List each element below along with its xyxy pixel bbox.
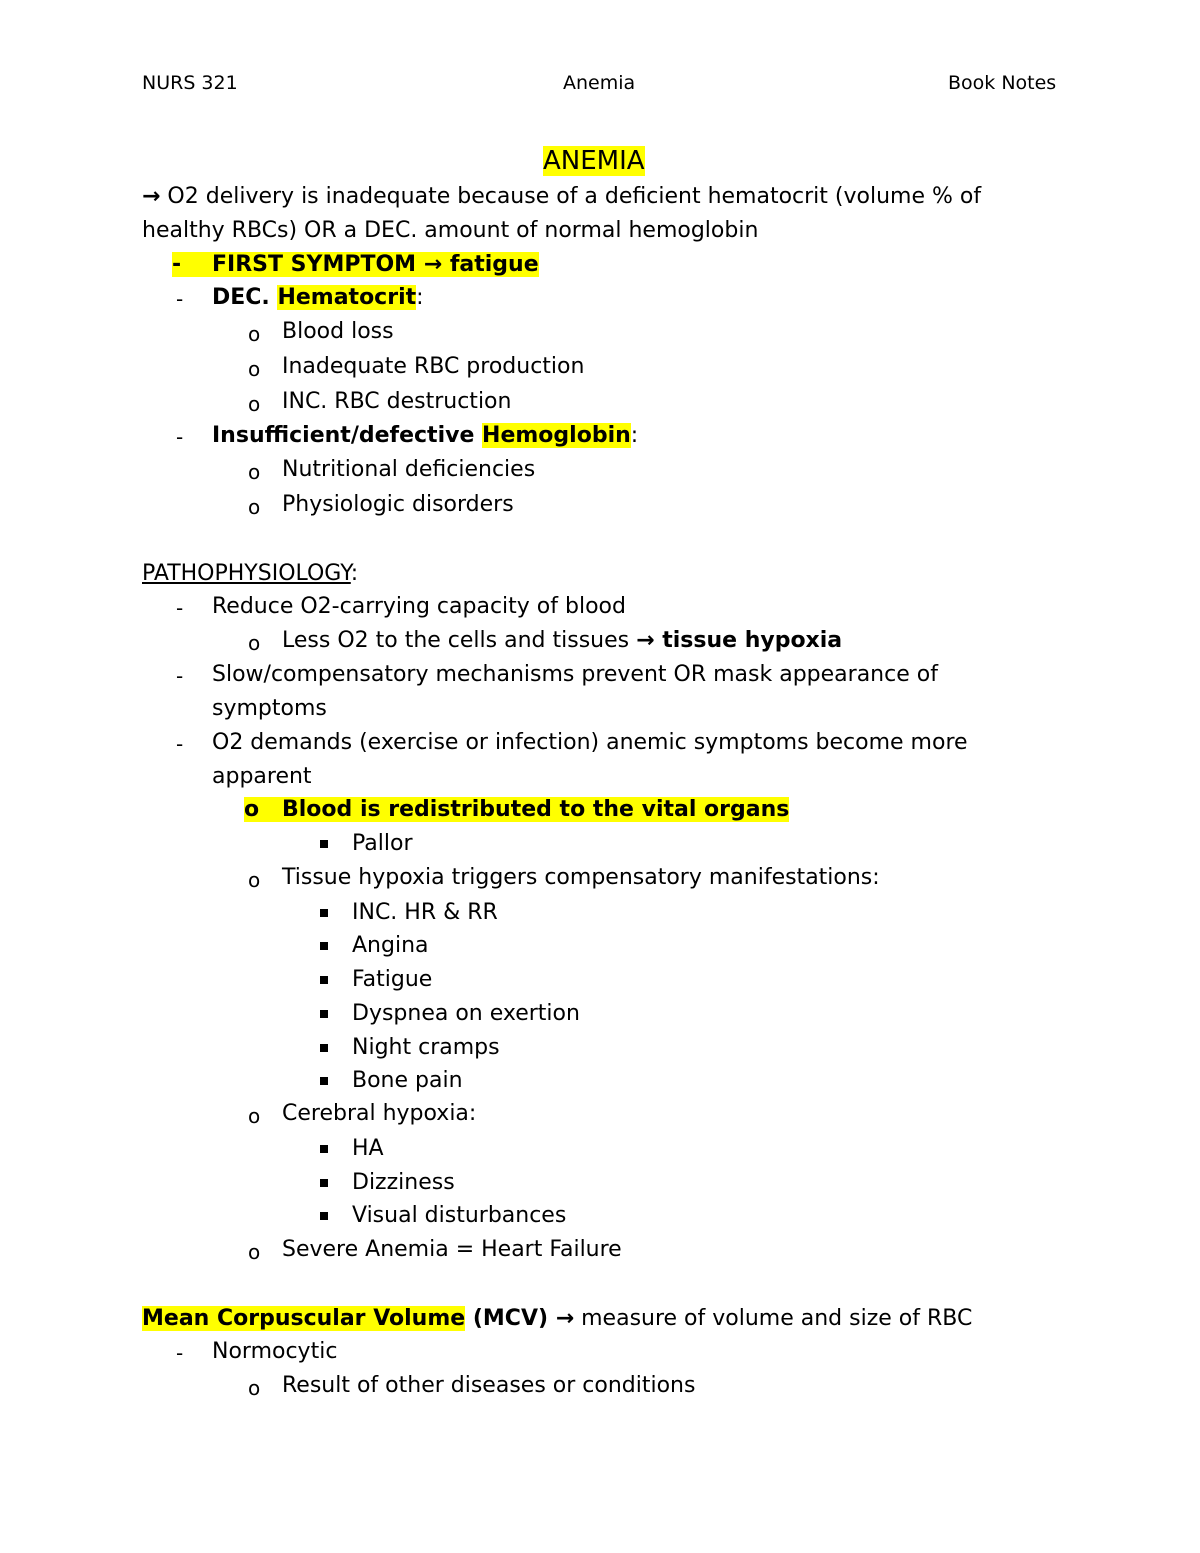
- mcv-definition: Mean Corpuscular Volume (MCV) → measure of volume and size of RBC: [142, 1306, 973, 1331]
- arrow-icon: →: [555, 1306, 575, 1331]
- list-item: Normocytic: [212, 1339, 338, 1364]
- list-item: Cerebral hypoxia:: [282, 1101, 477, 1126]
- redistributed-highlight: o Blood is redistributed to the vital organs: [244, 797, 790, 822]
- circle-bullet: o: [248, 460, 261, 484]
- list-item: Inadequate RBC production: [282, 354, 585, 379]
- intro-line-1: → O2 delivery is inadequate because of a deficient hematocrit (volume % of: [142, 184, 982, 209]
- page-title: ANEMIA: [543, 146, 645, 176]
- square-bullet: [320, 1044, 328, 1052]
- square-bullet: [320, 1145, 328, 1153]
- square-bullet: [320, 942, 328, 950]
- list-item: Severe Anemia = Heart Failure: [282, 1237, 622, 1262]
- circle-bullet: o: [248, 1104, 261, 1128]
- dec-hematocrit: DEC. Hematocrit:: [212, 285, 424, 310]
- square-bullet: [320, 1179, 328, 1187]
- circle-bullet: o: [248, 1376, 261, 1400]
- circle-bullet: o: [248, 631, 261, 655]
- dash-bullet: -: [176, 596, 184, 620]
- square-bullet: [320, 976, 328, 984]
- list-item: O2 demands (exercise or infection) anemic symptoms become more: [212, 730, 968, 755]
- circle-bullet: o: [248, 322, 261, 346]
- intro-line-2: healthy RBCs) OR a DEC. amount of normal hemoglobin: [142, 218, 759, 243]
- circle-bullet: o: [248, 868, 261, 892]
- list-item: Nutritional deficiencies: [282, 457, 536, 482]
- dash-bullet: -: [172, 252, 182, 277]
- list-item: Pallor: [352, 831, 413, 856]
- dash-bullet: -: [176, 664, 184, 688]
- dash-bullet: -: [176, 732, 184, 756]
- dash-bullet: -: [176, 425, 184, 449]
- list-item: Bone pain: [352, 1068, 463, 1093]
- square-bullet: [320, 840, 328, 848]
- list-item: Angina: [352, 933, 429, 958]
- list-item: Fatigue: [352, 967, 433, 992]
- circle-bullet: o: [248, 495, 261, 519]
- list-item: Reduce O2-carrying capacity of blood: [212, 594, 626, 619]
- first-symptom: - FIRST SYMPTOM → fatigue: [172, 252, 539, 277]
- list-item: Tissue hypoxia triggers compensatory manifestations:: [282, 865, 880, 890]
- circle-bullet: o: [248, 1240, 261, 1264]
- insufficient-hemoglobin: Insufficient/defective Hemoglobin:: [212, 423, 639, 448]
- list-item-continuation: symptoms: [212, 696, 327, 721]
- list-item: Slow/compensatory mechanisms prevent OR mask appearance of: [212, 662, 938, 687]
- arrow-icon: →: [142, 184, 161, 209]
- header-notes: Book Notes: [948, 72, 1057, 94]
- list-item: Dyspnea on exertion: [352, 1001, 580, 1026]
- list-item: INC. HR & RR: [352, 900, 498, 925]
- list-item: INC. RBC destruction: [282, 389, 512, 414]
- section-heading-pathophysiology: PATHOPHYSIOLOGY:: [142, 561, 359, 586]
- list-item: HA: [352, 1136, 384, 1161]
- header-course: NURS 321: [142, 72, 238, 94]
- dash-bullet: -: [176, 287, 184, 311]
- list-item: Night cramps: [352, 1035, 500, 1060]
- list-item-continuation: apparent: [212, 764, 312, 789]
- arrow-icon: →: [423, 252, 443, 277]
- list-item: Blood loss: [282, 319, 394, 344]
- dash-bullet: -: [176, 1341, 184, 1365]
- circle-bullet: o: [248, 357, 261, 381]
- arrow-icon: →: [636, 628, 655, 653]
- list-item: Less O2 to the cells and tissues → tissue hypoxia: [282, 628, 843, 653]
- square-bullet: [320, 1010, 328, 1018]
- header-topic: Anemia: [563, 72, 636, 94]
- list-item: Visual disturbances: [352, 1203, 567, 1228]
- list-item: Result of other diseases or conditions: [282, 1373, 696, 1398]
- square-bullet: [320, 909, 328, 917]
- square-bullet: [320, 1077, 328, 1085]
- list-item: Dizziness: [352, 1170, 455, 1195]
- circle-bullet: o: [244, 797, 260, 822]
- list-item: Physiologic disorders: [282, 492, 514, 517]
- circle-bullet: o: [248, 392, 261, 416]
- square-bullet: [320, 1212, 328, 1220]
